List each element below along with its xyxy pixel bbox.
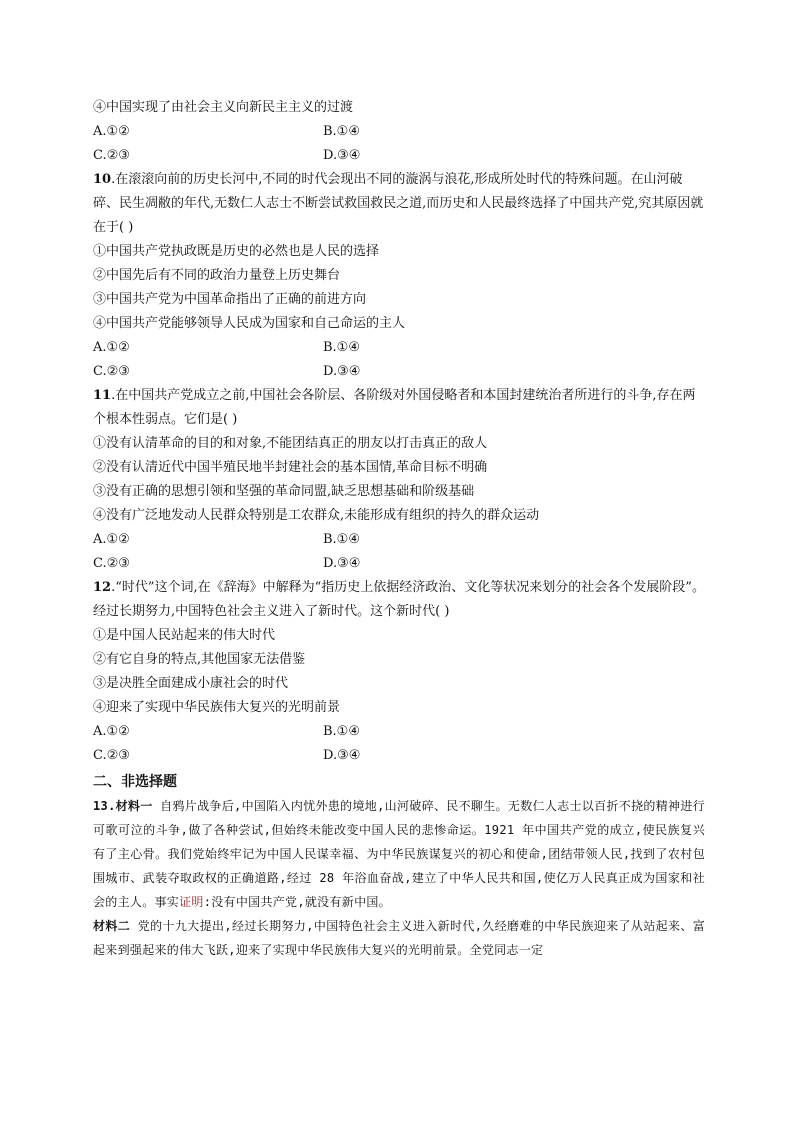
- q9-item-4: ④中国实现了由社会主义向新民主主义的过渡: [93, 100, 354, 115]
- q13-material-1-text-b: :没有中国共产党,就没有新中国。: [203, 895, 391, 909]
- q9-option-c: C.②③: [93, 148, 130, 163]
- q11-option-d: D.③④: [323, 556, 361, 571]
- q11-option-a: A.①②: [93, 532, 130, 547]
- q10-option-c: C.②③: [93, 364, 130, 379]
- q12-item-1: ①是中国人民站起来的伟大时代: [93, 628, 276, 643]
- q10-options-row-2: [93, 360, 705, 384]
- section-heading: 二、非选择题: [93, 774, 177, 790]
- q12-item-2: ②有它自身的特点,其他国家无法借鉴: [93, 652, 306, 667]
- q13-material-2: [93, 914, 705, 962]
- q9-options-row-1: [93, 120, 705, 144]
- q10-item-3: ③中国共产党为中国革命指出了正确的前进方向: [93, 292, 367, 307]
- q9-options-row-2: [93, 144, 705, 168]
- q9-option-b: B.①④: [323, 124, 360, 139]
- q10-item-2: ②中国先后有不同的政治力量登上历史舞台: [93, 268, 341, 283]
- q11-item-4: ④没有广泛地发动人民群众特别是工农群众,未能形成有组织的持久的群众运动: [93, 508, 540, 523]
- q13-material-2-text: 党的十九大提出,经过长期努力,中国特色社会主义进入新时代,久经磨难的中华民族迎来了从站起来、富起来到强起来的伟大飞跃,迎来了实现中华民族伟大复兴的光明前景。全党同志一定: [93, 919, 705, 957]
- q10-stem: [93, 168, 705, 240]
- q10-option-b: B.①④: [323, 340, 360, 355]
- q11-option-b: B.①④: [323, 532, 360, 547]
- q12-number: 12: [93, 580, 112, 595]
- q11-item-1: ①没有认清革命的目的和对象,不能团结真正的朋友以打击真正的敌人: [93, 436, 488, 451]
- q12-stem: [93, 576, 705, 624]
- q13-number: 13: [93, 799, 109, 813]
- q13-material-2-label: 材料二: [93, 919, 131, 933]
- q11-item-3: ③没有正确的思想引领和坚强的革命同盟,缺乏思想基础和阶级基础: [93, 484, 475, 499]
- q9-option-a: A.①②: [93, 124, 130, 139]
- q12-options-row-2: [93, 744, 705, 768]
- q11-options-row-1: [93, 528, 705, 552]
- q10-option-d: D.③④: [323, 364, 361, 379]
- q12-options-row-1: [93, 720, 705, 744]
- q13-highlight-word: 证明: [179, 895, 204, 909]
- q10-number: 10: [93, 172, 112, 187]
- q10-item-1: ①中国共产党执政既是历史的必然也是人民的选择: [93, 244, 380, 259]
- document-page: [93, 96, 705, 962]
- q11-stem: [93, 384, 705, 432]
- q13-material-1-text-a: 自鸦片战争后,中国陷入内忧外患的境地,山河破碎、民不聊生。无数仁人志士以百折不挠的精神进行可歌可泣的斗争,做了各种尝试,但始终未能改变中国人民的悲惨命运。1921 年中国共产党的成立,使民族复兴有了主心骨。我们党始终牢记为中国人民谋幸福、为中华民族谋复兴的初心和使命,团结带领人民,找到了农村包围城市、武装夺取政权的正确道路,经过 28 年浴血奋战,建立了中华人民共和国,使亿万人民真正成为国家和社会的主人。事实: [93, 799, 705, 909]
- q10-option-a: A.①②: [93, 340, 130, 355]
- q11-options-row-2: [93, 552, 705, 576]
- q10-options-row-1: [93, 336, 705, 360]
- q9-option-d: D.③④: [323, 148, 361, 163]
- q12-option-b: B.①④: [323, 724, 360, 739]
- q13-material-1-label: .材料一: [108, 799, 153, 813]
- q12-stem-text: .“时代”这个词,在《辞海》中解释为“指历史上依据经济政治、文化等状况来划分的社会各个发展阶段”。经过长期努力,中国特色社会主义进入了新时代。这个新时代( ): [93, 580, 705, 619]
- q12-item-3: ③是决胜全面建成小康社会的时代: [93, 676, 289, 691]
- q11-stem-text: .在中国共产党成立之前,中国社会各阶层、各阶级对外国侵略者和本国封建统治者所进行的斗争,存在两个根本性弱点。它们是( ): [93, 388, 696, 427]
- q13-material-1: [93, 794, 705, 914]
- q10-item-4: ④中国共产党能够领导人民成为国家和自己命运的主人: [93, 316, 406, 331]
- q12-option-d: D.③④: [323, 748, 361, 763]
- q11-number: 11: [93, 388, 112, 403]
- q12-option-a: A.①②: [93, 724, 130, 739]
- q11-item-2: ②没有认清近代中国半殖民地半封建社会的基本国情,革命目标不明确: [93, 460, 488, 475]
- q11-option-c: C.②③: [93, 556, 130, 571]
- q12-option-c: C.②③: [93, 748, 130, 763]
- q12-item-4: ④迎来了实现中华民族伟大复兴的光明前景: [93, 700, 341, 715]
- q10-stem-text: .在滚滚向前的历史长河中,不同的时代会现出不同的漩涡与浪花,形成所处时代的特殊问题。在山河破碎、民生凋敝的年代,无数仁人志士不断尝试救国救民之道,而历史和人民最终选择了中国共产党,究其原因就在于( ): [93, 172, 704, 235]
